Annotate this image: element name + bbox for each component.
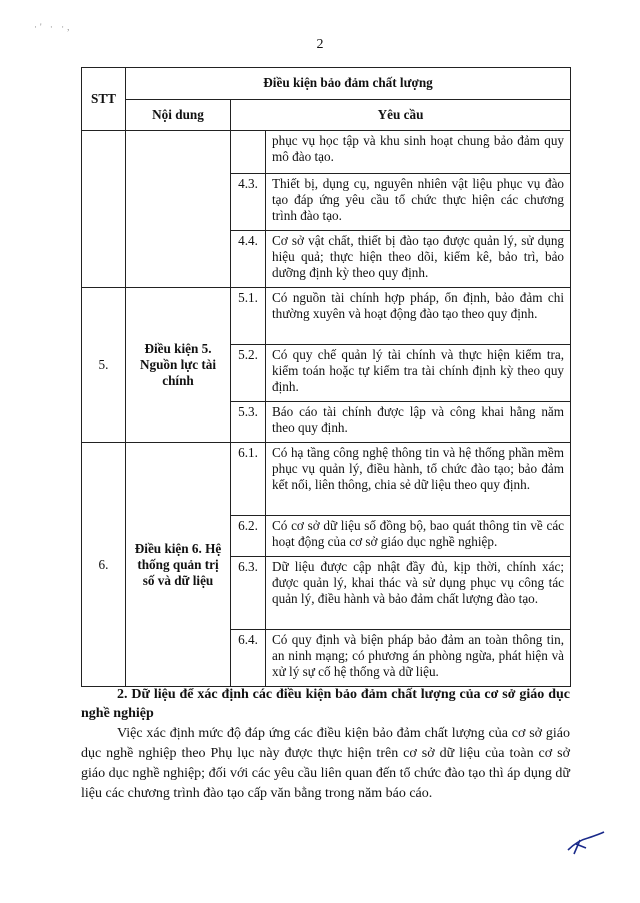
quality-conditions-table [81, 67, 571, 687]
section-title: Điều kiện 6. Hệ thống quản trị số và dữ liệu [126, 443, 231, 687]
item-code: 5.1. [231, 288, 266, 345]
item-requirement: Dữ liệu được cập nhật đầy đủ, kịp thời, chính xác; được quản lý, khai thác và sử dụng phục vụ công tác quản lý, điều hành và bảo đảm chất lượng đào tạo. [266, 557, 571, 630]
section-2-heading: 2. Dữ liệu để xác định các điều kiện bảo đảm chất lượng của cơ sở giáo dục nghề nghiệp [81, 687, 570, 721]
section-number: 6. [82, 443, 126, 687]
item-code: 5.2. [231, 345, 266, 402]
table-row [82, 288, 571, 345]
item-requirement: Có cơ sở dữ liệu số đồng bộ, bao quát thông tin về các hoạt động của cơ sở giáo dục nghề nghiệp. [266, 516, 571, 557]
table-row [82, 443, 571, 516]
item-code: 6.4. [231, 630, 266, 687]
item-code: 5.3. [231, 402, 266, 443]
scan-specks: ·' · ·, [34, 22, 73, 32]
initials-mark [566, 830, 606, 861]
continued-stt-cell [82, 131, 126, 288]
item-code: 6.2. [231, 516, 266, 557]
item-requirement: phục vụ học tập và khu sinh hoạt chung bảo đảm quy mô đào tạo. [266, 131, 571, 174]
item-code [231, 131, 266, 174]
page-number: 2 [316, 37, 324, 52]
item-code: 4.4. [231, 231, 266, 288]
content-header: Nội dung [126, 99, 231, 131]
requirement-header: Yêu cầu [231, 99, 571, 131]
item-requirement: Có nguồn tài chính hợp pháp, ổn định, bảo đảm chi thường xuyên và hoạt động đào tạo theo quy định. [266, 288, 571, 345]
item-code: 4.3. [231, 174, 266, 231]
stt-header: STT [82, 68, 126, 131]
item-requirement: Cơ sở vật chất, thiết bị đào tạo được quản lý, sử dụng hiệu quả; thực hiện theo dõi, kiểm kê, bảo trì, bảo dưỡng định kỳ theo quy định. [266, 231, 571, 288]
continued-content-cell [126, 131, 231, 288]
table-row [82, 131, 571, 174]
item-code: 6.3. [231, 557, 266, 630]
item-requirement: Có quy định và biện pháp bảo đảm an toàn thông tin, an ninh mạng; có phương án phòng ngừa, phát hiện và xử lý sự cố hệ thống và dữ liệu. [266, 630, 571, 687]
item-requirement: Thiết bị, dụng cụ, nguyên nhiên vật liệu phục vụ đào tạo đáp ứng yêu cầu tổ chức thực hiện các chương trình đào tạo. [266, 174, 571, 231]
group-header: Điều kiện bảo đảm chất lượng [126, 68, 571, 100]
item-requirement: Báo cáo tài chính được lập và công khai hằng năm theo quy định. [266, 402, 571, 443]
section-2-body: Việc xác định mức độ đáp ứng các điều kiện bảo đảm chất lượng của cơ sở giáo dục nghề nghiệp theo Phụ lục này được thực hiện trên cơ sở dữ liệu của toàn cơ sở giáo dục nghề nghiệp; đối với các yêu cầu liên quan đến tổ chức đào tạo thì áp dụng dữ liệu các chương trình đào tạo cấp văn bằng trong năm báo cáo. [81, 726, 570, 801]
item-requirement: Có quy chế quản lý tài chính và thực hiện kiểm tra, kiểm toán hoặc tự kiểm tra tài chính định kỳ theo quy định. [266, 345, 571, 402]
item-requirement: Có hạ tầng công nghệ thông tin và hệ thống phần mềm phục vụ quản lý, điều hành, tổ chức đào tạo; bảo đảm kết nối, liên thông, chia sẻ dữ liệu theo quy định. [266, 443, 571, 516]
section-title: Điều kiện 5. Nguồn lực tài chính [126, 288, 231, 443]
item-code: 6.1. [231, 443, 266, 516]
section-number: 5. [82, 288, 126, 443]
